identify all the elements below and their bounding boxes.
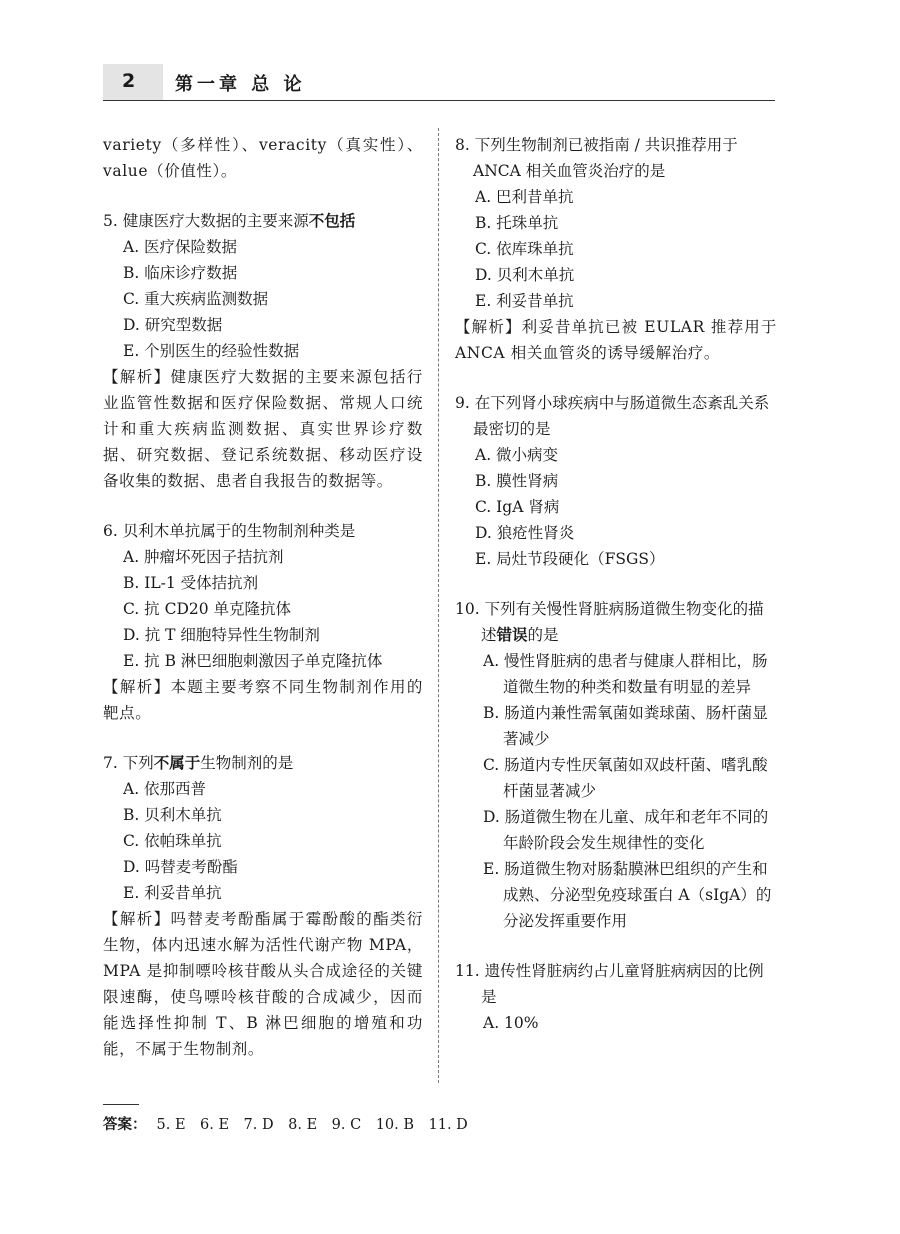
option-list [103,776,423,906]
option-e: E. 利妥昔单抗 [123,884,222,902]
option-a: A. 肿瘤坏死因子拮抗剂 [123,548,284,566]
stem-emphasis: 不包括 [308,212,356,230]
option-list [455,442,777,572]
option-c: C. 依库珠单抗 [475,240,574,258]
option-b: B. 肠道内兼性需氧菌如粪球菌、肠杆菌显著减少 [483,704,768,748]
option-c: C. 抗 CD20 单克隆抗体 [123,600,292,618]
option-c: C. 重大疾病监测数据 [123,290,269,308]
page-header [0,0,900,110]
stem-emphasis: 不属于 [153,754,201,772]
continuation-block [103,132,423,184]
option-b: B. 托珠单抗 [475,214,559,232]
option-e: E. 局灶节段硬化（FSGS） [475,550,665,568]
option-a: A. 依那西普 [123,780,207,798]
option-list [455,1010,777,1036]
option-d: D. 贝利木单抗 [475,266,575,284]
question-stem [103,750,423,776]
option-a: A. 巴利昔单抗 [475,188,574,206]
question-stem [455,596,777,648]
option-d: D. 抗 T 细胞特异性生物制剂 [123,626,320,644]
question-10 [455,596,777,934]
header-rule [103,100,775,101]
question-7 [103,750,423,1062]
page-number: 2 [122,70,136,92]
option-c: C. 肠道内专性厌氧菌如双歧杆菌、嗜乳酸杆菌显著减少 [483,756,768,800]
stem-text: 6. 贝利木单抗属于的生物制剂种类是 [103,522,356,540]
answer-label: 答案： [103,1117,147,1133]
answer-text: 5. E 6. E 7. D 8. E 9. C 10. B 11. D [156,1117,468,1133]
question-11 [455,958,777,1036]
stem-text: 10. 下列有关慢性肾脏病肠道微生物变化的描述 [455,600,764,644]
option-e: E. 肠道微生物对肠黏膜淋巴组织的产生和成熟、分泌型免疫球蛋白 A（sIgA）的分泌发挥重要作用 [483,860,772,930]
analysis-text: 【解析】吗替麦考酚酯属于霉酚酸的酯类衍生物，体内迅速水解为活性代谢产物 MPA，MPA 是抑制嘌呤核苷酸从头合成途径的关键限速酶，使鸟嘌呤核苷酸的合成减少，因而能选择性抑制 T、B 淋巴细胞的增殖和功能，不属于生物制剂。 [103,910,423,1058]
question-9 [455,390,777,572]
right-column [455,132,777,1036]
option-b: B. IL-1 受体拮抗剂 [123,574,259,592]
question-stem [455,390,777,442]
option-d: D. 狼疮性肾炎 [475,524,575,542]
option-d: D. 吗替麦考酚酯 [123,858,238,876]
option-d: D. 肠道微生物在儿童、成年和老年不同的年龄阶段会发生规律性的变化 [483,808,769,852]
answer-key [103,1113,468,1134]
stem-text: 7. 下列 [103,754,154,772]
stem-text: 8. 下列生物制剂已被指南 / 共识推荐用于 ANCA 相关血管炎治疗的是 [455,136,738,180]
option-list [455,648,777,934]
option-b: B. 膜性肾病 [475,472,559,490]
option-a: A. 医疗保险数据 [123,238,238,256]
option-a: A. 微小病变 [475,446,559,464]
option-d: D. 研究型数据 [123,316,223,334]
stem-text-tail: 的是 [527,626,559,644]
option-e: E. 抗 B 淋巴细胞刺激因子单克隆抗体 [123,652,383,670]
analysis-text: 【解析】利妥昔单抗已被 EULAR 推荐用于 ANCA 相关血管炎的诱导缓解治疗。 [455,318,777,362]
stem-emphasis: 错误 [496,626,528,644]
option-list [455,184,777,314]
analysis-text: 【解析】本题主要考察不同生物制剂作用的靶点。 [103,678,423,722]
column-divider [438,128,439,1083]
option-e: E. 个别医生的经验性数据 [123,342,300,360]
stem-text: 11. 遗传性肾脏病约占儿童肾脏病病因的比例是 [455,962,764,1006]
option-b: B. 临床诊疗数据 [123,264,238,282]
option-c: C. IgA 肾病 [475,498,560,516]
chapter-title: 第一章 总 论 [175,74,306,95]
stem-text-tail: 生物制剂的是 [200,754,294,772]
question-stem [455,958,777,1010]
option-b: B. 贝利木单抗 [123,806,222,824]
option-list [103,544,423,674]
option-list [103,234,423,364]
question-stem [103,208,423,234]
answer-rule [103,1104,139,1105]
analysis-text: 【解析】健康医疗大数据的主要来源包括行业监管性数据和医疗保险数据、常规人口统计和重大疾病监测数据、真实世界诊疗数据、研究数据、登记系统数据、移动医疗设备收集的数据、患者自我报告的数据等。 [103,368,423,490]
option-a: A. 慢性肾脏病的患者与健康人群相比，肠道微生物的种类和数量有明显的差异 [483,652,768,696]
question-stem [103,518,423,544]
option-a: A. 10% [483,1014,539,1032]
option-c: C. 依帕珠单抗 [123,832,222,850]
question-5 [103,208,423,494]
left-column [103,132,423,1062]
question-8 [455,132,777,366]
stem-text: 9. 在下列肾小球疾病中与肠道微生态紊乱关系最密切的是 [455,394,770,438]
question-stem [455,132,777,184]
option-e: E. 利妥昔单抗 [475,292,574,310]
question-6 [103,518,423,726]
stem-text: 5. 健康医疗大数据的主要来源 [103,212,309,230]
continuation-text: variety（多样性）、veracity（真实性）、value（价值性）。 [103,136,423,180]
